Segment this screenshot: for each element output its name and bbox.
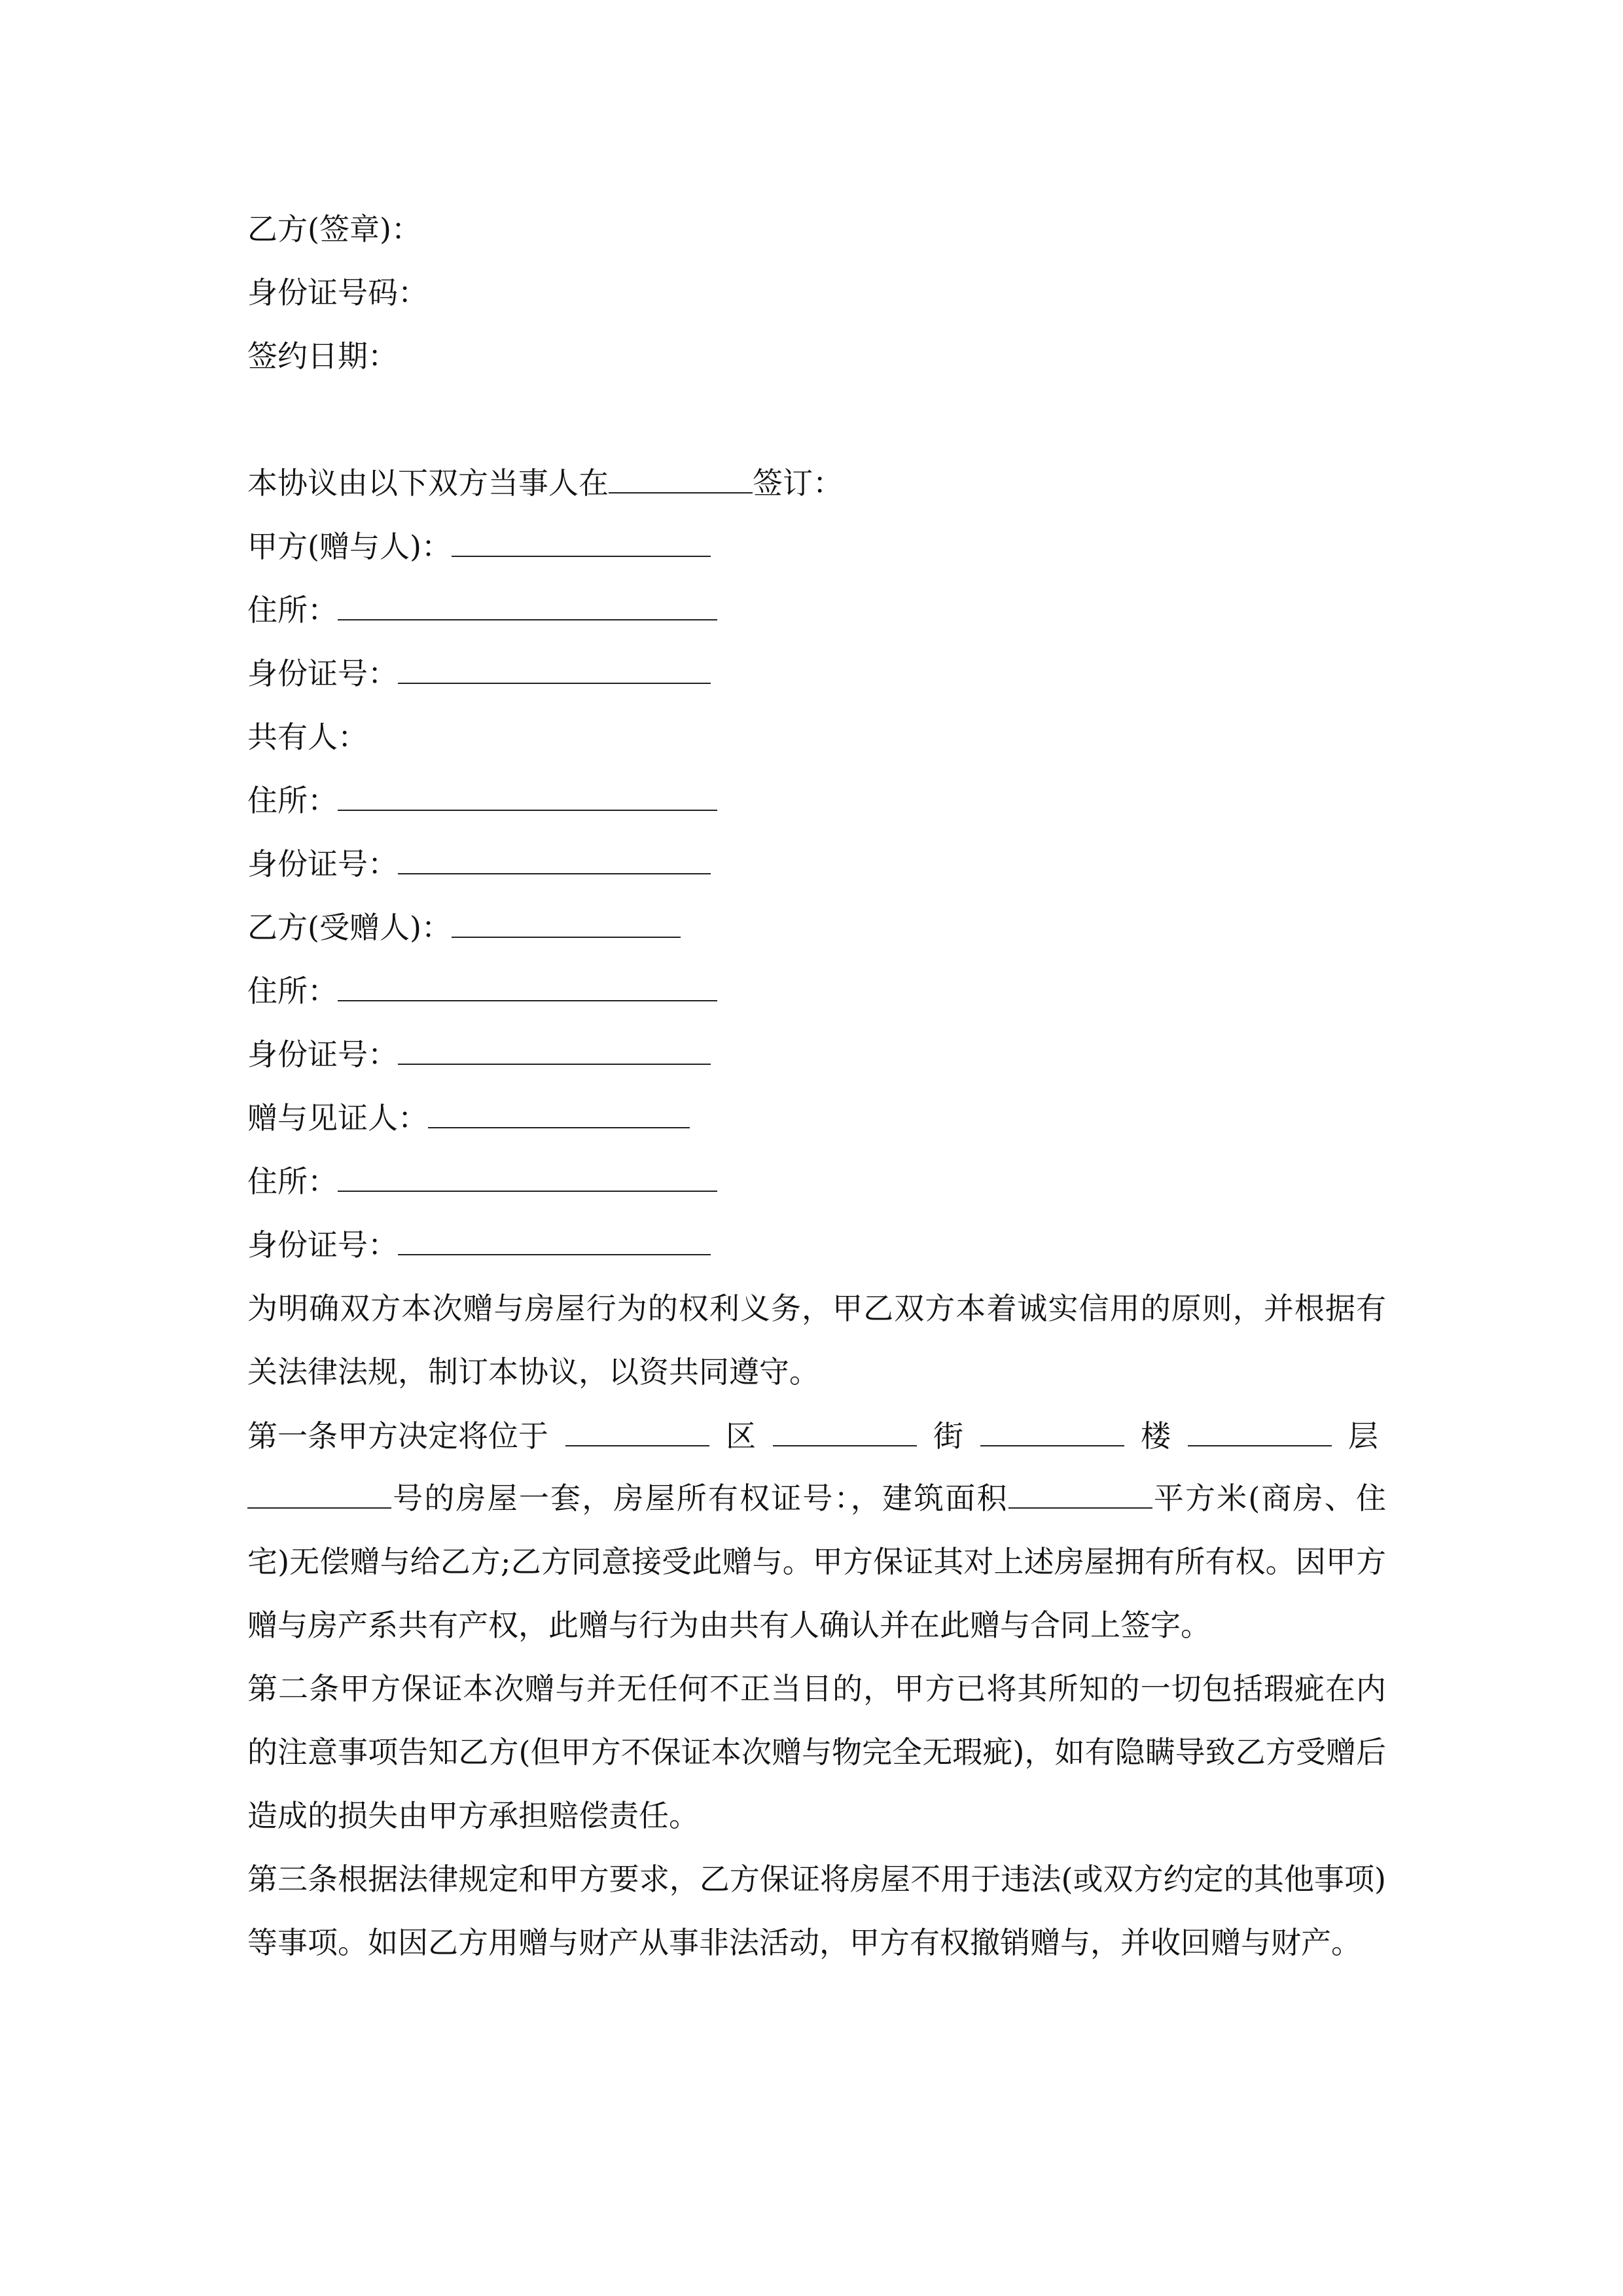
party-b-id-blank[interactable] [398, 1035, 711, 1065]
party-b-id-label: 身份证号： [247, 1037, 398, 1072]
party-a-id-blank[interactable] [398, 654, 711, 684]
witness-blank[interactable] [428, 1098, 690, 1128]
party-a-id-line [247, 654, 711, 693]
building-blank[interactable] [980, 1416, 1124, 1446]
floor-label: 层 [1348, 1418, 1378, 1454]
sign-date-label: 签约日期： [247, 338, 398, 374]
witness-address-label: 住所： [247, 1164, 338, 1199]
witness-id-blank[interactable] [398, 1225, 711, 1255]
co-owner-id-blank[interactable] [398, 844, 711, 874]
id-number-label: 身份证号码： [247, 275, 428, 310]
party-b-address-line [247, 971, 717, 1011]
district-label: 区 [726, 1418, 756, 1454]
article-2-text: 第二条甲方保证本次赠与并无任何不正当目的，甲方已将其所知的一切包括瑕疵在内的注意事项告知乙方(但甲方不保证本次赠与物完全无瑕疵)，如有隐瞒导致乙方受赠后造成的损失由甲方承担赔偿责任。 [247, 1671, 1386, 1833]
witness-id-line [247, 1225, 711, 1265]
co-owner-label: 共有人： [247, 719, 368, 755]
article-1-body [247, 1467, 1386, 1657]
article-3-text: 第三条根据法律规定和甲方要求，乙方保证将房屋不用于违法(或双方约定的其他事项)等事项。如因乙方用赠与财产从事非法活动，甲方有权撤销赠与，并收回赠与财产。 [247, 1861, 1386, 1960]
signing-place-blank[interactable] [609, 463, 753, 493]
area-blank[interactable] [1008, 1479, 1152, 1509]
party-b-label: 乙方(受赠人)： [247, 910, 452, 945]
party-a-address-line [247, 590, 717, 630]
district-blank[interactable] [565, 1416, 709, 1446]
floor-blank[interactable] [1188, 1416, 1332, 1446]
witness-address-blank[interactable] [338, 1162, 717, 1192]
party-a-label: 甲方(赠与人)： [247, 529, 452, 564]
preamble-paragraph [247, 1277, 1386, 1404]
witness-address-line [247, 1162, 717, 1201]
party-b-id-line [247, 1035, 711, 1074]
article-1-part2: 号的房屋一套，房屋所有权证号：，建筑面积 [391, 1480, 1008, 1516]
street-label: 街 [933, 1418, 963, 1454]
witness-id-label: 身份证号： [247, 1227, 398, 1263]
intro-text-before: 本协议由以下双方当事人在 [247, 465, 609, 501]
street-blank[interactable] [773, 1416, 917, 1446]
building-label: 楼 [1141, 1418, 1171, 1454]
preamble-text: 为明确双方本次赠与房屋行为的权利义务，甲乙双方本着诚实信用的原则，并根据有关法律法规，制订本协议，以资共同遵守。 [247, 1291, 1386, 1390]
party-a-id-label: 身份证号： [247, 656, 398, 691]
party-b-address-blank[interactable] [338, 971, 717, 1001]
article-1-part1: 第一条甲方决定将位于 [247, 1418, 548, 1454]
co-owner-address-line [247, 781, 717, 820]
party-b-line [247, 908, 681, 947]
article-3-paragraph [247, 1848, 1386, 1975]
witness-label: 赠与见证人： [247, 1100, 428, 1136]
co-owner-id-line [247, 844, 711, 884]
witness-line [247, 1098, 690, 1138]
co-owner-address-label: 住所： [247, 783, 338, 818]
party-a-address-blank[interactable] [338, 590, 717, 620]
party-a-blank[interactable] [452, 527, 711, 557]
party-b-blank[interactable] [452, 908, 681, 938]
article-1-paragraph [247, 1467, 1386, 1657]
intro-line [247, 463, 843, 503]
co-owner-id-label: 身份证号： [247, 846, 398, 882]
intro-text-after: 签订： [753, 465, 843, 501]
party-a-address-label: 住所： [247, 592, 338, 628]
room-number-blank[interactable] [247, 1479, 391, 1509]
party-a-line [247, 527, 711, 566]
co-owner-address-blank[interactable] [338, 781, 717, 811]
article-2-paragraph [247, 1657, 1386, 1848]
party-b-address-label: 住所： [247, 973, 338, 1009]
party-b-signature-label: 乙方(签章)： [247, 211, 421, 247]
article-1-first-line [247, 1416, 1378, 1456]
article-1-part3: 平方米(商房、住宅)无偿赠与给乙方;乙方同意接受此赠与。甲方保证其对上述房屋拥有所有权。因甲方赠与房产系共有产权，此赠与行为由共有人确认并在此赠与合同上签字。 [247, 1480, 1386, 1643]
